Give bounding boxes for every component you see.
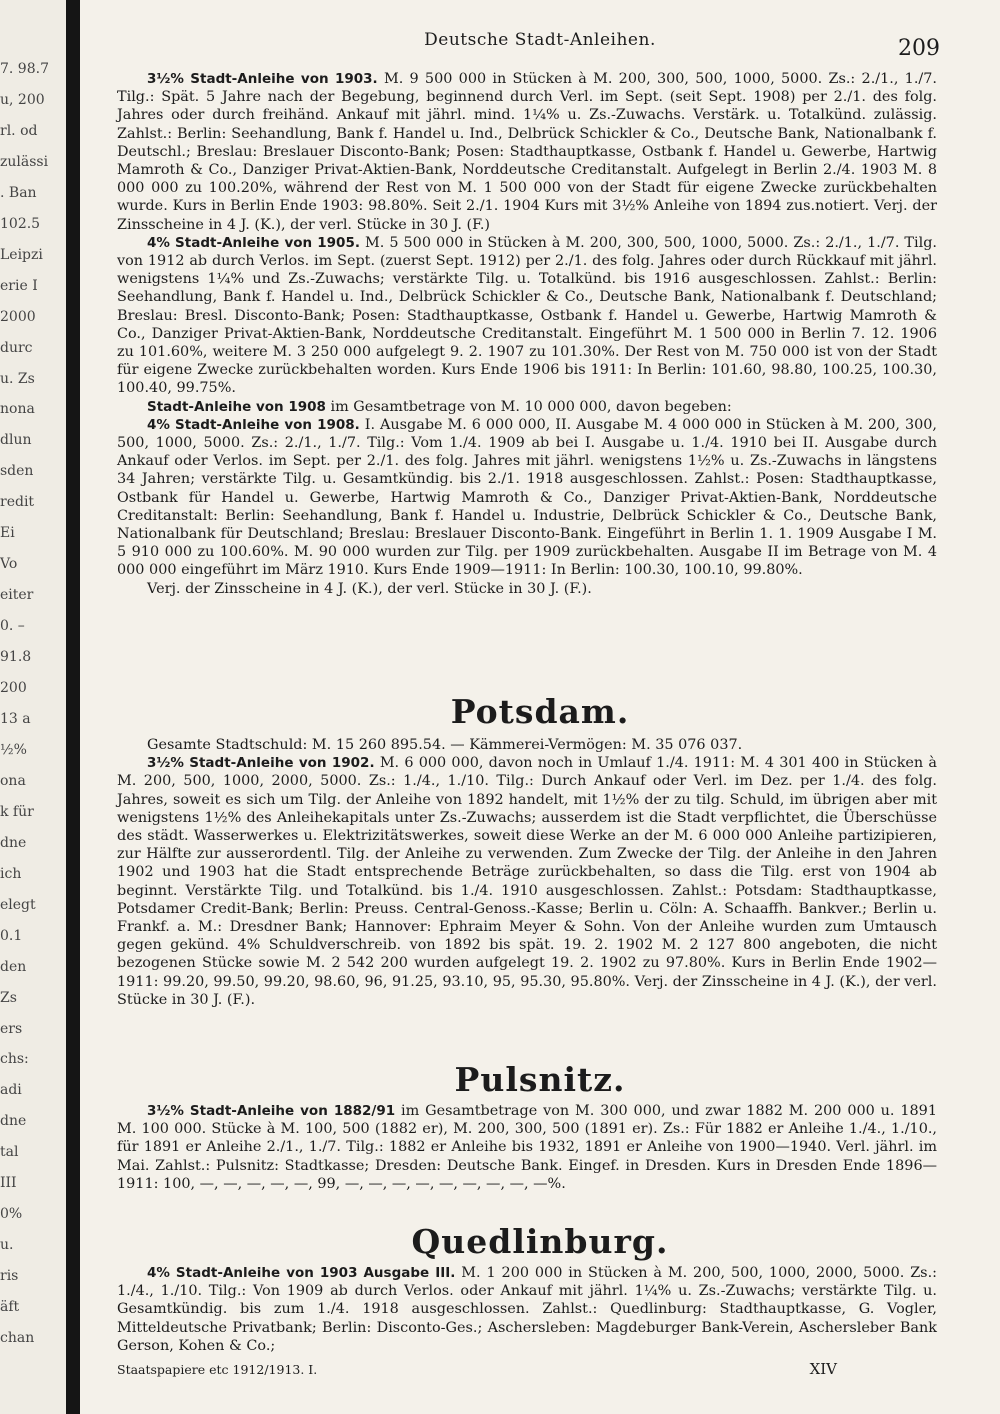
previous-page-fragment: 2000 xyxy=(0,308,36,325)
previous-page-fragment: ers xyxy=(0,1020,23,1037)
previous-page-fragment: 0. – xyxy=(0,618,25,635)
bond-text: I. Ausgabe M. 6 000 000, II. Ausgabe M. 4 000 000 in Stücken à M. 200, 300, 500, 1000, 5000. Zs.: 2./1., 1./7. Tilg.: Vom 1./4. 1909 ab bei I. Ausgabe u. 1./4. 1910 bei II. Ausgabe durch Ankauf oder Verlos. im Sept. per 2./1. des folg. Jahres mit jährl. wenigstens 1½% u. Zs.-Zuwachs in längstens 34 Jahren; verstärkte Tilg. u. Gesamtkündig. bis 2./1. 1918 ausgeschlossen. Zahlst.: Posen: Stadthauptkasse, Ostbank für Handel u. Gewerbe, Hartwig Mamroth & Co., Danziger Privat-Aktien-Bank, Norddeutsche Creditanstalt: Berlin: Seehandlung, Bank f. Handel u. Industrie, Delbrück Schickler & Co., Deutsche Bank, Nationalbank für Deutschland; Breslau: Breslauer Disconto-Bank. Eingeführt in Berlin 1. 1. 1909 Ausgabe I M. 5 910 000 zu 100.60%. M. 90 000 wurden zur Tilg. per 1909 zurückbehalten. Ausgabe II im Betrage von M. 4 000 000 eingeführt im März 1910. Kurs Ende 1909—1911: In Berlin: 100.30, 100.10, 99.80%. xyxy=(117,416,938,579)
previous-page-fragment: 91.8 xyxy=(0,649,32,666)
bond-entry xyxy=(117,234,937,398)
previous-page-fragment: redit xyxy=(0,494,35,511)
debt-summary xyxy=(117,736,937,754)
bond-text: im Gesamtbetrage von M. 300 000, und zwar 1882 M. 200 000 u. 1891 M. 100 000. Stücke à M. 100, 500 (1882 er), M. 200, 300, 500 (1891 er). Zs.: Für 1882 er Anleihe 1./4., 1./10., für 1891 er Anleihe 2./1., 1./7. Tilg.: 1882 er Anleihe bis 1932, 1891 er Anleihe von 1900—1940. Verl. jährl. im Mai. Zahlst.: Pulsnitz: Stadtkasse; Dresden: Deutsche Bank. Eingef. in Dresden. Kurs in Dresden Ende 1896—1911: 100, —, —, —, —, —, 99, —, —, —, —, —, —, —, —, —%. xyxy=(117,1103,937,1192)
bond-heading: 3½% Stadt-Anleihe von 1902. xyxy=(147,755,375,772)
previous-page-fragment: äft xyxy=(0,1299,20,1316)
previous-page-fragment: den xyxy=(0,958,27,975)
debt-summary-text: Gesamte Stadtschuld: M. 15 260 895.54. — Kämmerei-Vermögen: M. 35 076 037. xyxy=(147,737,743,753)
previous-page-fragment: chan xyxy=(0,1330,35,1347)
previous-page-fragment: u, 200 xyxy=(0,91,45,108)
previous-page-fragment: ris xyxy=(0,1268,19,1285)
previous-page-fragment: eiter xyxy=(0,587,34,604)
previous-page-edge xyxy=(0,0,66,1414)
city-heading-potsdam: Potsdam. xyxy=(450,692,630,731)
previous-page-fragment: dne xyxy=(0,1113,27,1130)
previous-page-fragment: zulässi xyxy=(0,153,49,170)
section-pulsnitz xyxy=(117,1102,937,1193)
previous-page-fragment: 200 xyxy=(0,680,27,697)
bond-entry xyxy=(117,1102,937,1193)
previous-page-fragment: 0% xyxy=(0,1206,23,1223)
previous-page-fragment: Zs xyxy=(0,989,17,1006)
section-continuation xyxy=(117,70,937,598)
previous-page-fragment: 102.5 xyxy=(0,215,41,232)
signature-mark: XIV xyxy=(809,1360,837,1378)
previous-page-fragment: 0.1 xyxy=(0,927,23,944)
document-page xyxy=(80,0,1000,1414)
previous-page-fragment: durc xyxy=(0,339,33,356)
running-head: Deutsche Stadt-Anleihen. xyxy=(424,30,656,50)
section-potsdam xyxy=(117,736,937,1009)
note-text: Verj. der Zinsscheine in 4 J. (K.), der verl. Stücke in 30 J. (F.). xyxy=(147,580,592,597)
section-quedlinburg xyxy=(117,1264,937,1355)
page-number: 209 xyxy=(898,36,940,61)
page-footer xyxy=(117,1362,937,1377)
previous-page-fragment: k für xyxy=(0,803,34,820)
previous-page-fragment: dne xyxy=(0,834,27,851)
bond-text: M. 5 500 000 in Stücken à M. 200, 300, 500, 1000, 5000. Zs.: 2./1., 1./7. Tilg. von 1912 ab durch Verlos. im Sept. (zuerst Sept. 1912) per 2./1. des folg. Jahres oder durch Rückkauf mit jährl. wenigstens 1¼% und Zs.-Zuwachs; verstärkte Tilg. u. Totalkünd. bis 1916 ausgeschlossen. Zahlst.: Berlin: Seehandlung, Bank f. Handel u. Ind., Delbrück Schickler & Co., Deutsche Bank, Nationalbank f. Deutschland; Breslau: Bresl. Disconto-Bank; Posen: Stadthauptkasse, Ostbank f. Handel u. Gewerbe, Hartwig Mamroth & Co., Danziger Privat-Aktien-Bank, Norddeutsche Creditanstalt. Eingeführt M. 1 500 000 in Berlin 7. 12. 1906 zu 101.60%, weitere M. 3 250 000 aufgelegt 9. 2. 1907 zu 101.30%. Der Rest von M. 750 000 ist von der Stadt für eigene Zwecke zurückbehalten worden. Kurs Ende 1906 bis 1911: In Berlin: 101.60, 98.80, 100.25, 100.30, 100.40, 99.75%. xyxy=(117,234,938,397)
bond-entry xyxy=(117,754,937,1009)
previous-page-fragment: ona xyxy=(0,772,26,789)
city-heading-pulsnitz: Pulsnitz. xyxy=(454,1060,626,1099)
previous-page-fragment: Ei xyxy=(0,525,15,542)
bond-heading: 3½% Stadt-Anleihe von 1882/91 xyxy=(147,1103,396,1119)
previous-page-fragment: chs: xyxy=(0,1051,29,1068)
previous-page-fragment: erie I xyxy=(0,277,38,294)
previous-page-fragment: ich xyxy=(0,865,22,882)
previous-page-fragment: III xyxy=(0,1175,17,1192)
binding-gutter xyxy=(66,0,80,1414)
previous-page-fragment: 13 a xyxy=(0,711,31,727)
note-line xyxy=(117,580,937,598)
previous-page-fragment: tal xyxy=(0,1144,19,1161)
footer-imprint: Staatspapiere etc 1912/1913. I. xyxy=(117,1362,318,1377)
previous-page-fragment: 7. 98.7 xyxy=(0,61,49,77)
bond-text: im Gesamtbetrage von M. 10 000 000, davon begeben: xyxy=(330,398,732,415)
bond-heading: Stadt-Anleihe von 1908 xyxy=(147,398,326,415)
previous-page-fragment: u. xyxy=(0,1237,14,1254)
previous-page-fragment: nona xyxy=(0,401,35,418)
bond-text: M. 9 500 000 in Stücken à M. 200, 300, 500, 1000, 5000. Zs.: 2./1., 1./7. Tilg.: Spät. 5 Jahre nach der Begebung, beginnend durch Verl. im Sept. (seit Sept. 1908) per 2./1. des folg. Jahres oder durch freihänd. Ankauf mit jährl. mind. 1¼% u. Zs.-Zuwachs. Verstärk. u. Totalkünd. zulässig. Zahlst.: Berlin: Seehandlung, Bank f. Handel u. Ind., Delbrück Schickler & Co., Deutsche Bank, Nationalbank f. Deutschl.; Breslau: Breslauer Disconto-Bank; Posen: Stadthauptkasse, Ostbank f. Handel u. Gewerbe, Hartwig Mamroth & Co., Danziger Privat-Aktien-Bank, Norddeutsche Creditanstalt. Aufgelegt in Berlin 2./4. 1903 M. 8 000 000 zu 100.20%, während der Rest von M. 1 500 000 von der Stadt für eigene Zwecke zurückbehalten wurde. Kurs in Berlin Ende 1903: 98.80%. Seit 2./1. 1904 Kurs mit 3½% Anleihe von 1894 zus.notiert. Verj. der Zinsscheine in 4 J. (K.), der verl. Stücke in 30 J. (F.) xyxy=(117,71,937,233)
previous-page-fragment: elegt xyxy=(0,896,36,913)
previous-page-fragment: u. Zs xyxy=(0,370,35,387)
previous-page-fragment: sden xyxy=(0,463,34,480)
bond-entry xyxy=(117,1264,937,1355)
previous-page-fragment: Vo xyxy=(0,556,18,573)
city-heading-quedlinburg: Quedlinburg. xyxy=(411,1222,669,1261)
bond-text: M. 6 000 000, davon noch in Umlauf 1./4. 1911: M. 4 301 400 in Stücken à M. 200, 500, 1000, 2000, 5000. Zs.: 1./4., 1./10. Tilg.: Durch Ankauf oder Verl. im Dez. per 1./4. des folg. Jahres, soweit es sich um Tilg. der Anleihe von 1892 handelt, mit 1½% der zu tilg. Schuld, im übrigen aber mit wenigstens 1½% des Anleihekapitals unter Zs.-Zuwachs; ausserdem ist die Stadt verpflichtet, die Überschüsse des städt. Wasserwerkes u. Elektrizitätswerkes, soweit diese Werke an der M. 6 000 000 Anleihe partizipieren, zur Hälfte zur ausserordentl. Tilg. der Anleihe zu verwenden. Zum Zwecke der Tilg. der Anleihe in den Jahren 1902 und 1903 hat die Stadt entsprechende Beträge zurückbehalten, so dass die Tilg. erst von 1904 ab beginnt. Verstärkte Tilg. und Totalkünd. bis 1./4. 1910 ausgeschlossen. Zahlst.: Potsdam: Stadthauptkasse, Potsdamer Credit-Bank; Berlin: Preuss. Central-Genoss.-Kasse; Berlin u. Cöln: A. Schaaffh. Bankver.; Berlin u. Frankf. a. M.: Dresdner Bank; Hannover: Ephraim Meyer & Sohn. Von der Anleihe wurden zum Umtausch gegen gekünd. 4% Schuldverschreib. von 1892 bis spät. 19. 2. 1902 M. 2 127 800 angeboten, die nicht bezogenen Stücke sowie M. 2 542 200 wurden aufgelegt 19. 2. 1902 zu 97.80%. Kurs in Berlin Ende 1902—1911: 99.20, 99.50, 99.20, 98.60, 96, 91.25, 93.10, 95, 95.30, 95.80%. Verj. der Zinsscheine in 4 J. (K.), der verl. Stücke in 30 J. (F.). xyxy=(117,755,938,1008)
bond-heading: 4% Stadt-Anleihe von 1903 Ausgabe III. xyxy=(147,1265,456,1281)
bond-text: M. 1 200 000 in Stücken à M. 200, 500, 1000, 2000, 5000. Zs.: 1./4., 1./10. Tilg.: Von 1909 ab durch Verlos. oder Ankauf mit jährl. 1¼% u. Zs.-Zuwachs; verstärkte Tilg. u. Gesamtkündig. bis zum 1./4. 1918 ausgeschlossen. Zahlst.: Quedlinburg: Stadthauptkasse, G. Vogler, Mitteldeutsche Privatbank; Berlin: Disconto-Ges.; Aschersleben: Magdeburger Bank-Verein, Aschersleber Bank Gerson, Kohen & Co.; xyxy=(117,1265,937,1354)
bond-heading: 3½% Stadt-Anleihe von 1903. xyxy=(147,71,378,87)
previous-page-fragment: rl. od xyxy=(0,122,38,139)
previous-page-fragment: ½% xyxy=(0,741,27,758)
bond-heading: 4% Stadt-Anleihe von 1905. xyxy=(147,234,360,251)
previous-page-fragment: Leipzi xyxy=(0,246,43,263)
previous-page-fragment: adi xyxy=(0,1082,22,1099)
bond-heading: 4% Stadt-Anleihe von 1908. xyxy=(147,416,360,433)
previous-page-fragment: dlun xyxy=(0,432,32,449)
previous-page-fragment: . Ban xyxy=(0,184,37,201)
bond-entry xyxy=(117,416,937,580)
bond-entry xyxy=(117,398,937,416)
bond-entry xyxy=(117,70,937,234)
